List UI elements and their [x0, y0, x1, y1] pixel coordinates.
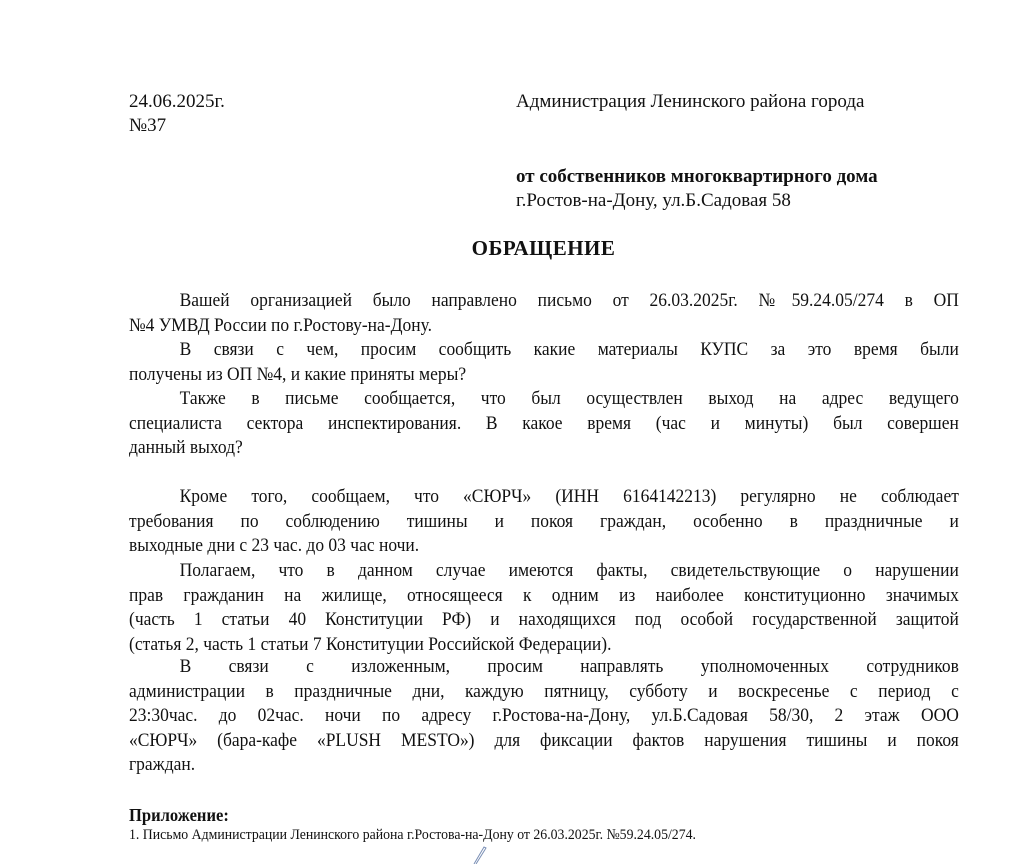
letter-number: №37	[129, 115, 167, 136]
paragraph-line: администрации в праздничные дни, каждую пятницу, субботу и воскресенье с период с	[129, 680, 959, 702]
paragraph-line: В связи с изложенным, просим направлять уполномоченных сотрудников	[179, 656, 959, 677]
document-title: ОБРАЩЕНИЕ	[471, 236, 616, 260]
paragraph-line: 23:30час. до 02час. ночи по адресу г.Ростова-на-Дону, ул.Б.Садовая 58/30, 2 этаж ООО	[129, 705, 959, 726]
paragraph-line: получены из ОП №4, и какие приняты меры?	[129, 363, 467, 385]
paragraph-line: граждан.	[129, 754, 196, 775]
letter-date: 24.06.2025г.	[129, 91, 225, 112]
paragraph-line: Вашей организацией было направлено письмо от 26.03.2025г. №59.24.05/274 в ОП	[179, 290, 959, 311]
paragraph-line: данный выход?	[129, 437, 243, 458]
paragraph-line: специалиста сектора инспектирования. В какое время (час и минуты) был совершен	[129, 412, 959, 434]
sender-title: от собственников многоквартирного дома	[516, 166, 878, 187]
paragraph-line: выходные дни с 23 час. до 03 час ночи.	[129, 535, 420, 556]
paragraph-3	[129, 387, 959, 461]
paragraph-5	[129, 559, 959, 657]
appendix-item: 1. Письмо Администрации Ленинского района г.Ростова-на-Дону от 26.03.2025г. №59.24.05/274.	[129, 827, 696, 843]
paragraph-line: Полагаем, что в данном случае имеются факты, свидетельствующие о нарушении	[179, 560, 959, 581]
sender-address: г.Ростов-на-Дону, ул.Б.Садовая 58	[516, 190, 791, 211]
paragraph-1	[129, 289, 959, 338]
paragraph-line: Кроме того, сообщаем, что «СЮРЧ» (ИНН 6164142213) регулярно не соблюдает	[179, 486, 959, 507]
paragraph-line: В связи с чем, просим сообщить какие материалы КУПС за это время были	[179, 339, 959, 360]
paragraph-line: «СЮРЧ» (бара-кафе «PLUSH MESTO») для фиксации фактов нарушения тишины и покоя	[129, 729, 959, 751]
paragraph-4	[129, 485, 959, 559]
paragraph-line: прав гражданин на жилище, относящееся к одним из наиболее конституционно значимых	[129, 584, 959, 606]
paragraph-line: требования по соблюдению тишины и покоя граждан, особенно в праздничные и	[129, 510, 959, 532]
paragraph-line: (часть 1 статьи 40 Конституции РФ) и находящихся под особой государственной защитой	[129, 609, 959, 630]
paragraph-line: (статья 2, часть 1 статьи 7 Конституции Российской Федерации).	[129, 633, 612, 655]
signature-stroke-icon	[470, 845, 490, 864]
paragraph-line: №4 УМВД России по г.Ростову-на-Дону.	[129, 314, 432, 336]
paragraph-line: Также в письме сообщается, что был осуществлен выход на адрес ведущего	[179, 388, 959, 409]
recipient: Администрация Ленинского района города	[516, 91, 865, 112]
appendix-heading: Приложение:	[129, 805, 229, 825]
paragraph-6	[129, 655, 959, 778]
paragraph-2	[129, 338, 959, 387]
